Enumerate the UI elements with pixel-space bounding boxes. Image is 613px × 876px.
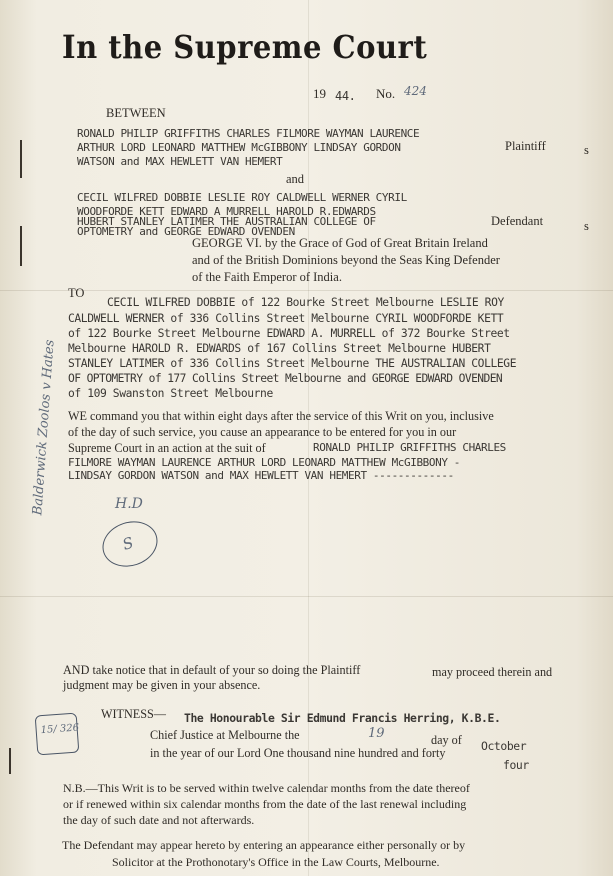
margin-tick-mark — [20, 140, 22, 178]
witness-day-suffix: day of — [431, 733, 462, 747]
between-label: BETWEEN — [106, 106, 166, 120]
nb-line: or if renewed within six calendar months from the date of the last renewal including — [63, 797, 467, 811]
handwritten-initials: H.D — [115, 496, 143, 512]
handwritten-margin-note: Balderwick Zoolos v Hates — [30, 339, 58, 516]
paper-fold — [0, 290, 613, 291]
witness-name: The Honourable Sir Edmund Francis Herring, K.B.E. — [184, 711, 501, 725]
sovereign-line: and of the British Dominions beyond the Seas King Defender — [192, 253, 500, 267]
to-label: TO — [68, 286, 85, 300]
witness-year-word: four — [503, 758, 529, 772]
defendant-line: HUBERT STANLEY LATIMER THE AUSTRALIAN COLLEGE OF — [77, 215, 376, 228]
nb-line: N.B.—This Writ is to be served within twelve calendar months from the date thereof — [63, 781, 470, 795]
notice-line: judgment may be given in your absence. — [63, 678, 261, 692]
to-line: of 122 Bourke Street Melbourne EDWARD A. MURRELL of 372 Bourke Street — [68, 327, 510, 340]
appear-line: The Defendant may appear hereto by entering an appearance either personally or by — [62, 838, 466, 852]
and-label: and — [286, 172, 305, 186]
suit-typed-line: LINDSAY GORDON WATSON and MAX HEWLETT VAN HEMERT ------------- — [68, 469, 454, 482]
circle-mark-letter: S — [120, 533, 136, 554]
margin-tick-mark — [20, 226, 22, 266]
plural-s: s — [584, 219, 589, 233]
plural-s: s — [584, 143, 589, 157]
witness-line: Chief Justice at Melbourne the — [150, 728, 300, 742]
appear-line: Solicitor at the Prothonotary's Office in the Law Courts, Melbourne. — [112, 855, 440, 869]
notice-line: may proceed therein and — [432, 665, 553, 679]
witness-line: in the year of our Lord One thousand nine hundred and forty — [150, 746, 446, 760]
suit-typed-line: FILMORE WAYMAN LAURENCE ARTHUR LORD LEONARD MATTHEW McGIBBONY - — [68, 456, 461, 469]
command-line: of the day of such service, you cause an appearance to be entered for you in our — [68, 425, 457, 439]
defendant-line: OPTOMETRY and GEORGE EDWARD OVENDEN — [77, 225, 295, 238]
to-line: Melbourne HAROLD R. EDWARDS of 167 Collins Street Melbourne HUBERT — [68, 342, 491, 355]
defendant-line: WOODFORDE KETT EDWARD A MURRELL HAROLD R.EDWARDS — [77, 205, 376, 218]
court-title: In the Supreme Court — [62, 28, 428, 66]
to-line: STANLEY LATIMER of 336 Collins Street Melbourne THE AUSTRALIAN COLLEGE — [68, 357, 517, 370]
defendant-label: Defendant — [491, 214, 544, 228]
sovereign-line: of the Faith Emperor of India. — [192, 270, 342, 284]
margin-tick-mark — [9, 748, 11, 774]
circle-mark — [97, 514, 164, 573]
command-line: Supreme Court in an action at the suit of — [68, 441, 266, 455]
sovereign-line: GEORGE VI. by the Grace of God of Great Britain Ireland — [192, 236, 488, 250]
witness-day: 19 — [368, 726, 385, 741]
witness-label: WITNESS— — [101, 707, 166, 721]
suit-typed-line: RONALD PHILIP GRIFFITHS CHARLES — [313, 441, 506, 454]
command-line: WE command you that within eight days after the service of this Writ on you, inclusive — [68, 409, 494, 423]
to-line: CALDWELL WERNER of 336 Collins Street Melbourne CYRIL WOODFORDE KETT — [68, 312, 504, 325]
plaintiff-line: ARTHUR LORD LEONARD MATTHEW McGIBBONY LINDSAY GORDON — [77, 141, 401, 154]
margin-box — [35, 713, 80, 756]
case-no-label: No. — [376, 86, 396, 101]
plaintiff-line: RONALD PHILIP GRIFFITHS CHARLES FILMORE WAYMAN LAURENCE — [77, 127, 420, 140]
paper-fold — [0, 596, 613, 597]
case-year-prefix: 19 — [313, 86, 326, 101]
notice-line: AND take notice that in default of your so doing the Plaintiff — [63, 663, 361, 677]
to-line: CECIL WILFRED DOBBIE of 122 Bourke Street Melbourne LESLIE ROY — [107, 296, 504, 309]
defendant-line: CECIL WILFRED DOBBIE LESLIE ROY CALDWELL WERNER CYRIL — [77, 191, 407, 204]
to-line: of 109 Swanston Street Melbourne — [68, 387, 273, 400]
plaintiff-line: WATSON and MAX HEWLETT VAN HEMERT — [77, 155, 283, 168]
case-year-suffix: 44. — [335, 89, 356, 103]
margin-box-note: 15/ 326 — [40, 722, 80, 737]
case-number: 424 — [404, 84, 427, 98]
plaintiff-label: Plaintiff — [505, 139, 546, 153]
witness-month: October — [481, 739, 527, 753]
nb-line: the day of such date and not afterwards. — [63, 813, 255, 827]
to-line: OF OPTOMETRY of 177 Collins Street Melbourne and GEORGE EDWARD OVENDEN — [68, 372, 503, 385]
